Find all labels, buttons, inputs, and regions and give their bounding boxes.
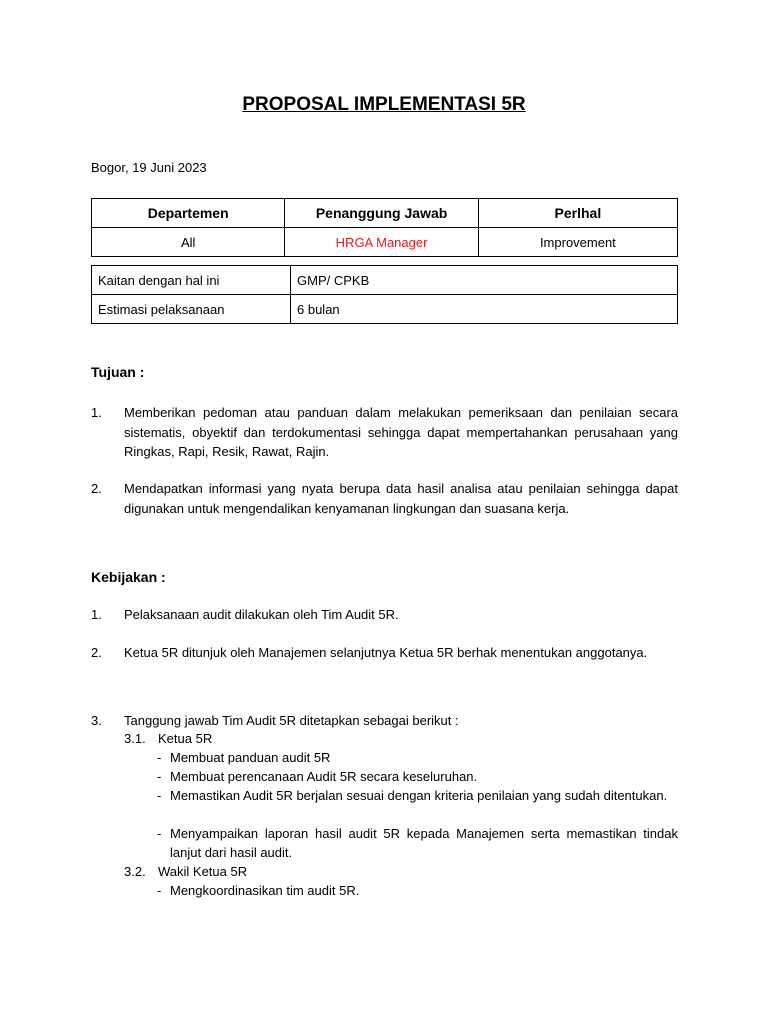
table-value-cell: 6 bulan [291, 295, 678, 324]
table-header-cell: Perlhal [478, 199, 677, 228]
list-item-number: 3. [91, 713, 102, 728]
table-cell: Improvement [478, 228, 677, 257]
list-item-text: Pelaksanaan audit dilakukan oleh Tim Audit 5R. [124, 607, 399, 622]
section-heading-kebijakan: Kebijakan : [91, 569, 166, 585]
bullet-dash: - [157, 750, 162, 765]
list-item-number: 1. [91, 607, 102, 622]
bullet-dash: - [157, 883, 162, 898]
sub-item [124, 729, 678, 748]
section-heading-tujuan: Tujuan : [91, 364, 145, 380]
table-header-row [92, 199, 678, 228]
table-cell-highlight: HRGA Manager [285, 228, 478, 257]
table-row [92, 295, 678, 324]
table-row [92, 266, 678, 295]
bullet-text: Menyampaikan laporan hasil audit 5R kepada Manajemen serta memastikan tindak lanjut dari hasil audit. [170, 826, 678, 860]
document-title: PROPOSAL IMPLEMENTASI 5R [242, 94, 526, 115]
list-item-text: Tanggung jawab Tim Audit 5R ditetapkan sebagai berikut : [124, 713, 459, 728]
sub-item-label: Ketua 5R [158, 731, 213, 746]
sub-item [124, 862, 678, 881]
bullet-text: Mengkoordinasikan tim audit 5R. [170, 883, 360, 898]
list-item-number: 2. [91, 645, 102, 660]
bullet-dash: - [157, 769, 162, 784]
bullet-item [157, 748, 678, 767]
responsibility-table [91, 198, 678, 257]
table-key-cell: Estimasi pelaksanaan [92, 295, 291, 324]
list-item-text: Mendapatkan informasi yang nyata berupa data hasil analisa atau penilaian sehingga dapat digunakan untuk mengendalikan kenyamanan lingkungan dan suasana kerja. [124, 481, 678, 516]
sub-item-number: 3.2. [124, 864, 146, 879]
bullet-item [157, 786, 678, 805]
list-item [91, 403, 678, 462]
details-table [91, 265, 678, 324]
list-item [91, 479, 678, 518]
list-item-number: 2. [91, 481, 102, 496]
table-value-cell: GMP/ CPKB [291, 266, 678, 295]
table-header-cell: Departemen [92, 199, 285, 228]
bullet-text: Membuat panduan audit 5R [170, 750, 331, 765]
sub-item-number: 3.1. [124, 731, 146, 746]
list-item-text: Memberikan pedoman atau panduan dalam melakukan pemeriksaan dan penilaian secara sistematis, obyektif dan terdokumentasi sehingga dapat mempertahankan perusahaan yang Ringkas, Rapi, Resik, Rawat, Rajin. [124, 405, 678, 459]
document-date: Bogor, 19 Juni 2023 [91, 160, 207, 175]
bullet-item [157, 824, 678, 862]
list-item-text: Ketua 5R ditunjuk oleh Manajemen selanjutnya Ketua 5R berhak menentukan anggotanya. [124, 645, 648, 660]
bullet-text: Membuat perencanaan Audit 5R secara keseluruhan. [170, 769, 478, 784]
bullet-dash: - [157, 788, 162, 803]
list-item-number: 1. [91, 405, 102, 420]
bullet-item [157, 767, 678, 786]
table-cell: All [92, 228, 285, 257]
list-item [91, 605, 678, 625]
list-item [91, 711, 678, 731]
bullet-text: Memastikan Audit 5R berjalan sesuai dengan kriteria penilaian yang sudah ditentukan. [170, 788, 668, 803]
bullet-dash: - [157, 826, 162, 841]
bullet-item [157, 881, 678, 900]
sub-item-label: Wakil Ketua 5R [158, 864, 248, 879]
table-header-cell: Penanggung Jawab [285, 199, 478, 228]
table-row [92, 228, 678, 257]
table-key-cell: Kaitan dengan hal ini [92, 266, 291, 295]
list-item [91, 643, 678, 663]
